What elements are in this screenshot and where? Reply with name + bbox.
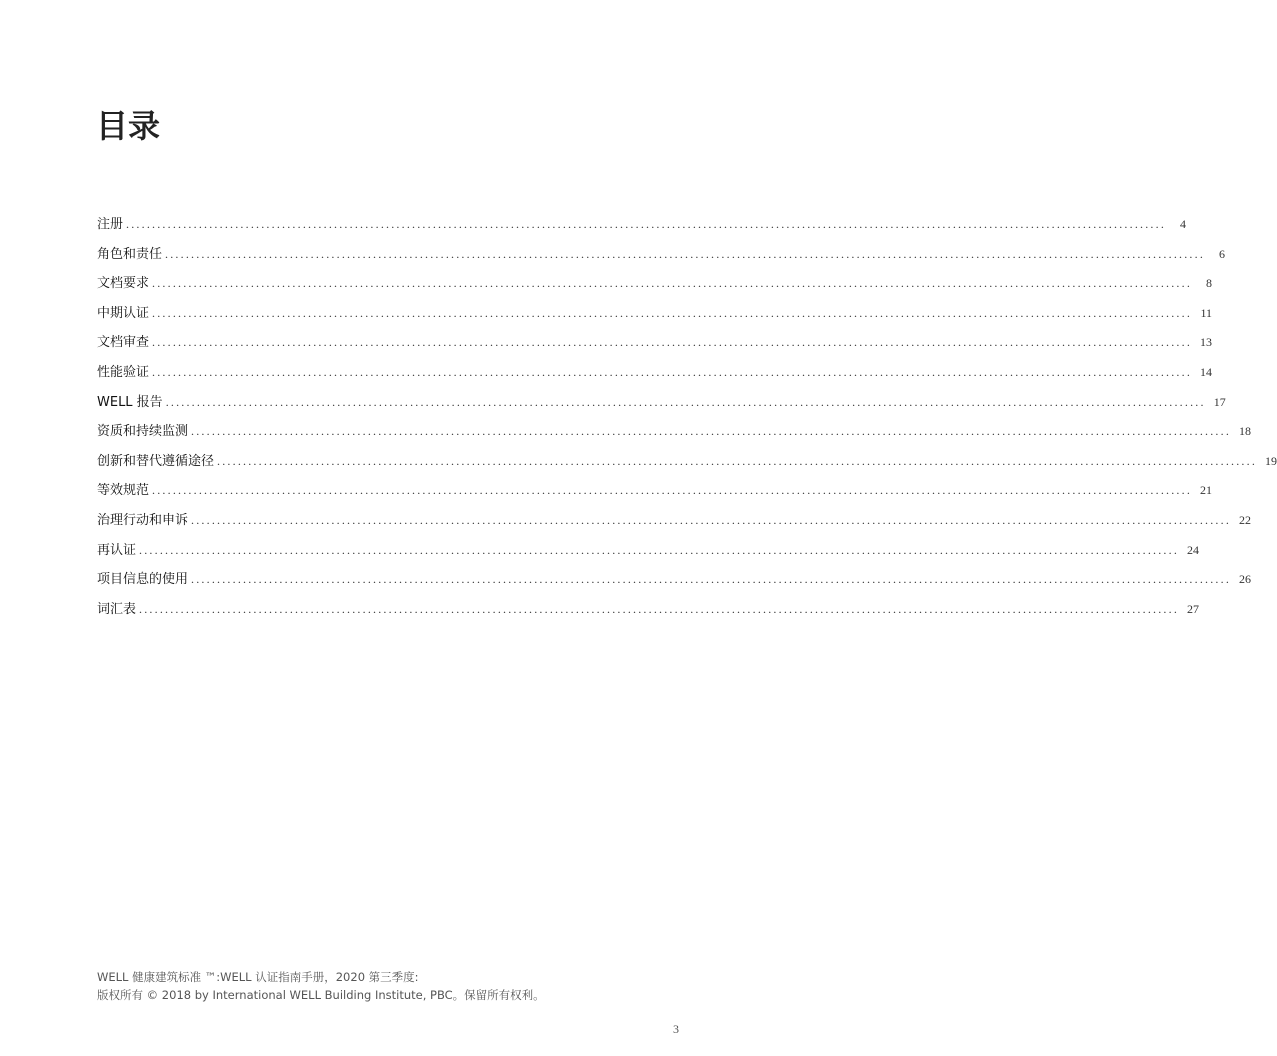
toc-entry-page[interactable]: 14	[1200, 364, 1213, 379]
toc-entry-label[interactable]: WELL 报告	[97, 394, 163, 410]
toc-leader-dots: ........................................................................................................................................................................................................	[217, 453, 1258, 468]
toc-entry-label[interactable]: 等效规范	[97, 483, 150, 499]
toc-entry-label[interactable]: 创新和替代遵循途径	[97, 453, 215, 469]
toc-entry-page[interactable]: 11	[1200, 305, 1213, 320]
toc-entry[interactable]	[97, 598, 1200, 628]
toc-leader-dots: ........................................................................................................................................................................................................	[191, 512, 1232, 527]
toc-entry-label[interactable]: 角色和责任	[97, 246, 163, 262]
toc-leader-dots: ........................................................................................................................................................................................................	[152, 305, 1193, 320]
toc-leader-dots: ........................................................................................................................................................................................................	[191, 572, 1232, 587]
toc-entry[interactable]	[97, 420, 1252, 450]
page-footer	[97, 968, 545, 1004]
toc-entry-label[interactable]: 再认证	[97, 542, 137, 558]
page-title: 目录	[96, 107, 161, 145]
toc-entry-label[interactable]: 中期认证	[97, 305, 150, 321]
toc-entry-page[interactable]: 22	[1239, 512, 1252, 527]
toc-leader-dots: ........................................................................................................................................................................................................	[139, 601, 1180, 616]
toc-leader-dots: ........................................................................................................................................................................................................	[126, 217, 1167, 231]
footer-copyright: 版权所有 © 2018 by International WELL Building Institute, PBC。保留所有权利。	[97, 988, 545, 1002]
toc-entry-label[interactable]: 注册	[97, 217, 124, 232]
toc-leader-dots: ........................................................................................................................................................................................................	[152, 483, 1193, 498]
toc-entry-label[interactable]: 性能验证	[97, 364, 150, 380]
page-number: 3	[673, 1022, 679, 1036]
toc-entry[interactable]	[97, 361, 1213, 391]
toc-leader-dots: ........................................................................................................................................................................................................	[152, 335, 1193, 350]
toc-entry[interactable]	[97, 213, 1187, 243]
toc-leader-dots: ........................................................................................................................................................................................................	[191, 424, 1232, 439]
toc-entry-page[interactable]: 13	[1200, 335, 1213, 350]
table-of-contents	[97, 213, 1277, 627]
toc-entry[interactable]	[97, 272, 1213, 302]
toc-entry[interactable]	[97, 450, 1277, 480]
toc-entry-page[interactable]: 17	[1213, 394, 1226, 409]
toc-entry-label[interactable]: 项目信息的使用	[97, 572, 189, 588]
toc-leader-dots: ........................................................................................................................................................................................................	[139, 542, 1180, 557]
toc-entry-label[interactable]: 文档要求	[97, 276, 150, 292]
toc-entry-page[interactable]: 27	[1187, 601, 1200, 616]
toc-entry[interactable]	[97, 302, 1213, 332]
toc-entry-label[interactable]: 治理行动和申诉	[97, 512, 189, 528]
toc-entry-page[interactable]: 8	[1206, 276, 1213, 291]
toc-entry[interactable]	[97, 509, 1252, 539]
toc-leader-dots: ........................................................................................................................................................................................................	[152, 364, 1193, 379]
toc-entry-page[interactable]: 26	[1239, 572, 1252, 587]
toc-leader-dots: ........................................................................................................................................................................................................	[152, 276, 1193, 291]
toc-entry[interactable]	[97, 568, 1252, 598]
toc-entry[interactable]	[97, 243, 1226, 273]
toc-entry-page[interactable]: 24	[1187, 542, 1200, 557]
toc-entry-label[interactable]: 资质和持续监测	[97, 424, 189, 440]
toc-entry-page[interactable]: 19	[1265, 453, 1277, 468]
toc-entry-page[interactable]: 18	[1239, 424, 1252, 439]
toc-entry-page[interactable]: 6	[1219, 246, 1226, 261]
toc-leader-dots: ........................................................................................................................................................................................................	[165, 394, 1206, 409]
toc-entry-page[interactable]: 21	[1200, 483, 1213, 498]
toc-entry-page[interactable]: 4	[1180, 217, 1187, 231]
toc-entry[interactable]	[97, 539, 1200, 569]
toc-entry-label[interactable]: 词汇表	[97, 601, 137, 617]
toc-entry[interactable]	[97, 479, 1213, 509]
footer-document-title: WELL 健康建筑标准 ™:WELL 认证指南手册，2020 第三季度:	[97, 970, 419, 984]
toc-leader-dots: ........................................................................................................................................................................................................	[165, 246, 1206, 261]
toc-entry-label[interactable]: 文档审查	[97, 335, 150, 351]
toc-entry[interactable]	[97, 391, 1226, 421]
toc-entry[interactable]	[97, 331, 1213, 361]
